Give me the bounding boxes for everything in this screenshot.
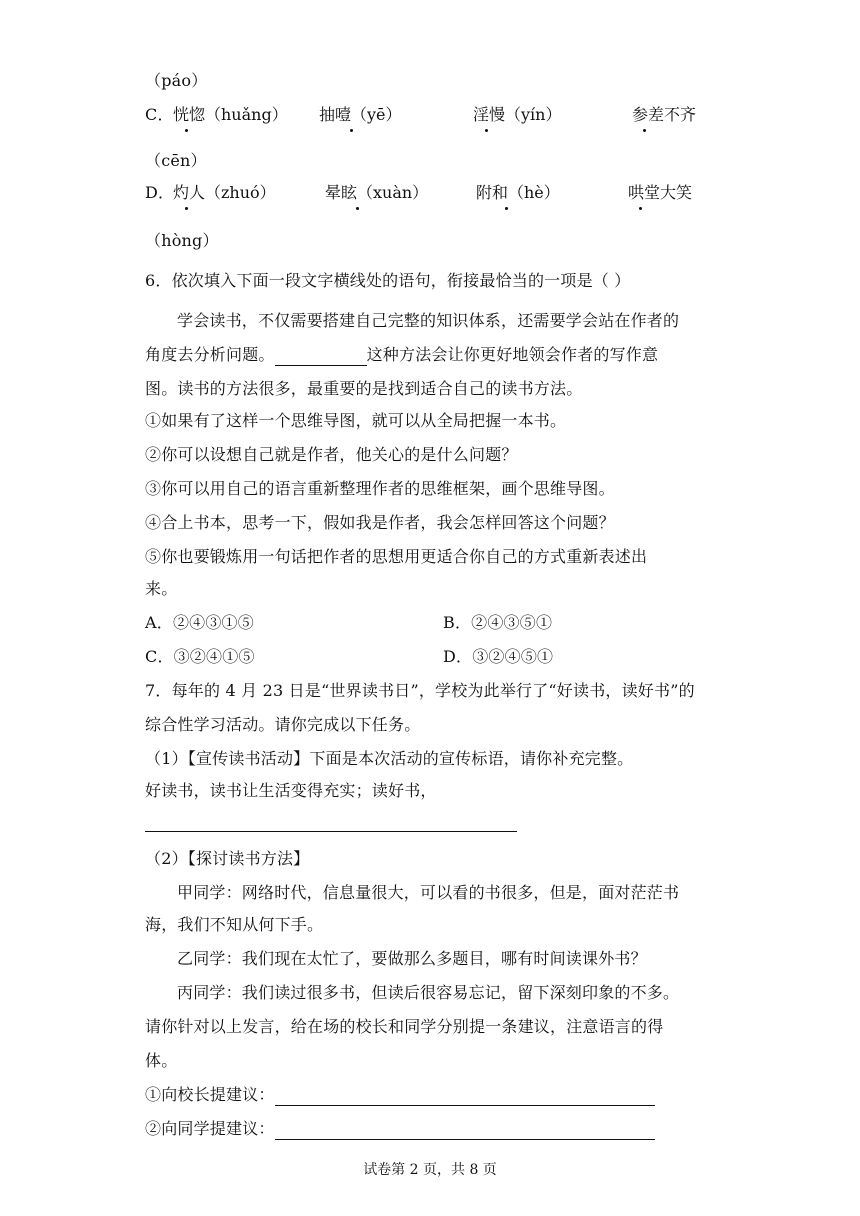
q5-option-c-word1: 恍惚（huǎng） — [173, 105, 288, 124]
q7-ask-line1: 请你针对以上发言，给在场的校长和同学分别提一条建议，注意语言的得 — [145, 1017, 664, 1036]
q6-sentence-5-line2: 来。 — [145, 579, 178, 598]
q5-option-c-word4: 参差不齐 — [632, 105, 697, 124]
q5-option-d-word2: 晕眩（xuàn） — [325, 183, 429, 202]
emphasis-dot — [350, 129, 353, 132]
emphasis-dot — [643, 129, 646, 132]
q6-sentence-4: ④合上书本，思考一下，假如我是作者，我会怎样回答这个问题？ — [145, 513, 615, 532]
q6-sentence-3: ③你可以用自己的语言重新整理作者的思维框架，画个思维导图。 — [145, 479, 615, 498]
q7-sub2-title: （2）【探讨读书方法】 — [145, 849, 310, 868]
q7-to-principal-label: ①向校长提建议： — [145, 1085, 275, 1104]
q7-to-classmates — [145, 1118, 655, 1140]
q6-passage-line2-post: 这种方法会让你更好地领会作者的写作意 — [366, 345, 659, 364]
q7-sub1-title: （1）【宣传读书活动】下面是本次活动的宣传标语，请你补充完整。 — [145, 749, 634, 768]
q7-bing-line: 丙同学：我们读过很多书，但读后很容易忘记，留下深刻印象的不多。 — [177, 983, 680, 1002]
q6-option-a[interactable]: A．②④③①⑤ — [145, 613, 254, 632]
q5-option-c-label: C． — [145, 105, 174, 124]
q7-jia-line2: 海，我们不知从何下手。 — [145, 915, 324, 934]
q6-sentence-2: ②你可以设想自己就是作者，他关心的是什么问题？ — [145, 445, 518, 464]
q5-option-d-tail: （hòng） — [145, 231, 219, 250]
q5-option-d-word4: 哄堂大笑 — [628, 183, 693, 202]
q5-option-c-word3: 淫慢（yín） — [473, 105, 562, 124]
q6-option-b[interactable]: B．②④③⑤① — [443, 613, 553, 632]
q6-passage-line3: 图。读书的方法很多，最重要的是找到适合自己的读书方法。 — [145, 379, 583, 398]
q7-to-principal — [145, 1084, 655, 1106]
q5-option-d-word3: 附和（hè） — [476, 183, 560, 202]
q7-principal-answer-line[interactable] — [275, 1089, 655, 1106]
page-footer: 试卷第 2 页，共 8 页 — [363, 1162, 497, 1178]
q7-sub1-answer-line[interactable] — [145, 831, 517, 832]
q6-fill-blank[interactable] — [275, 349, 367, 366]
emphasis-dot — [485, 129, 488, 132]
q6-option-c[interactable]: C．③②④①⑤ — [145, 647, 255, 666]
q5-option-c-tail: （cēn） — [145, 151, 207, 170]
emphasis-dot — [185, 129, 188, 132]
q7-jia-line1: 甲同学：网络时代，信息量很大，可以看的书很多，但是，面对茫茫书 — [177, 883, 680, 902]
q7-classmates-answer-line[interactable] — [275, 1123, 655, 1140]
q6-stem: 6．依次填入下面一段文字横线处的语句，衔接最恰当的一项是（ ） — [145, 271, 631, 290]
q7-sub1-slogan: 好读书，读书让生活变得充实；读好书， — [145, 781, 437, 800]
q6-option-d[interactable]: D．③②④⑤① — [443, 647, 554, 666]
q5-option-c-word2: 抽噎（yē） — [319, 105, 402, 124]
q6-passage-line2 — [145, 344, 658, 366]
emphasis-dot — [639, 207, 642, 210]
q7-ask-line2: 体。 — [145, 1051, 178, 1070]
q7-to-classmates-label: ②向同学提建议： — [145, 1119, 275, 1138]
q6-passage-line2-pre: 角度去分析问题。 — [145, 345, 275, 364]
q5-option-d-word1: 灼人（zhuó） — [173, 183, 276, 202]
q5-option-b-tail: （páo） — [145, 71, 208, 90]
q5-option-d-label: D． — [145, 183, 175, 202]
q6-sentence-1: ①如果有了这样一个思维导图，就可以从全局把握一本书。 — [145, 411, 567, 430]
emphasis-dot — [185, 207, 188, 210]
q7-stem-line2: 综合性学习活动。请你完成以下任务。 — [145, 715, 421, 734]
q6-passage-line1: 学会读书，不仅需要搭建自己完整的知识体系，还需要学会站在作者的 — [177, 311, 680, 330]
emphasis-dot — [356, 207, 359, 210]
q7-yi-line: 乙同学：我们现在太忙了，要做那么多题目，哪有时间读课外书？ — [177, 949, 647, 968]
emphasis-dot — [505, 207, 508, 210]
q6-sentence-5-line1: ⑤你也要锻炼用一句话把作者的思想用更适合你自己的方式重新表述出 — [145, 547, 648, 566]
q7-stem-line1: 7．每年的 4 月 23 日是“世界读书日”，学校为此举行了“好读书，读好书”的 — [145, 681, 695, 700]
